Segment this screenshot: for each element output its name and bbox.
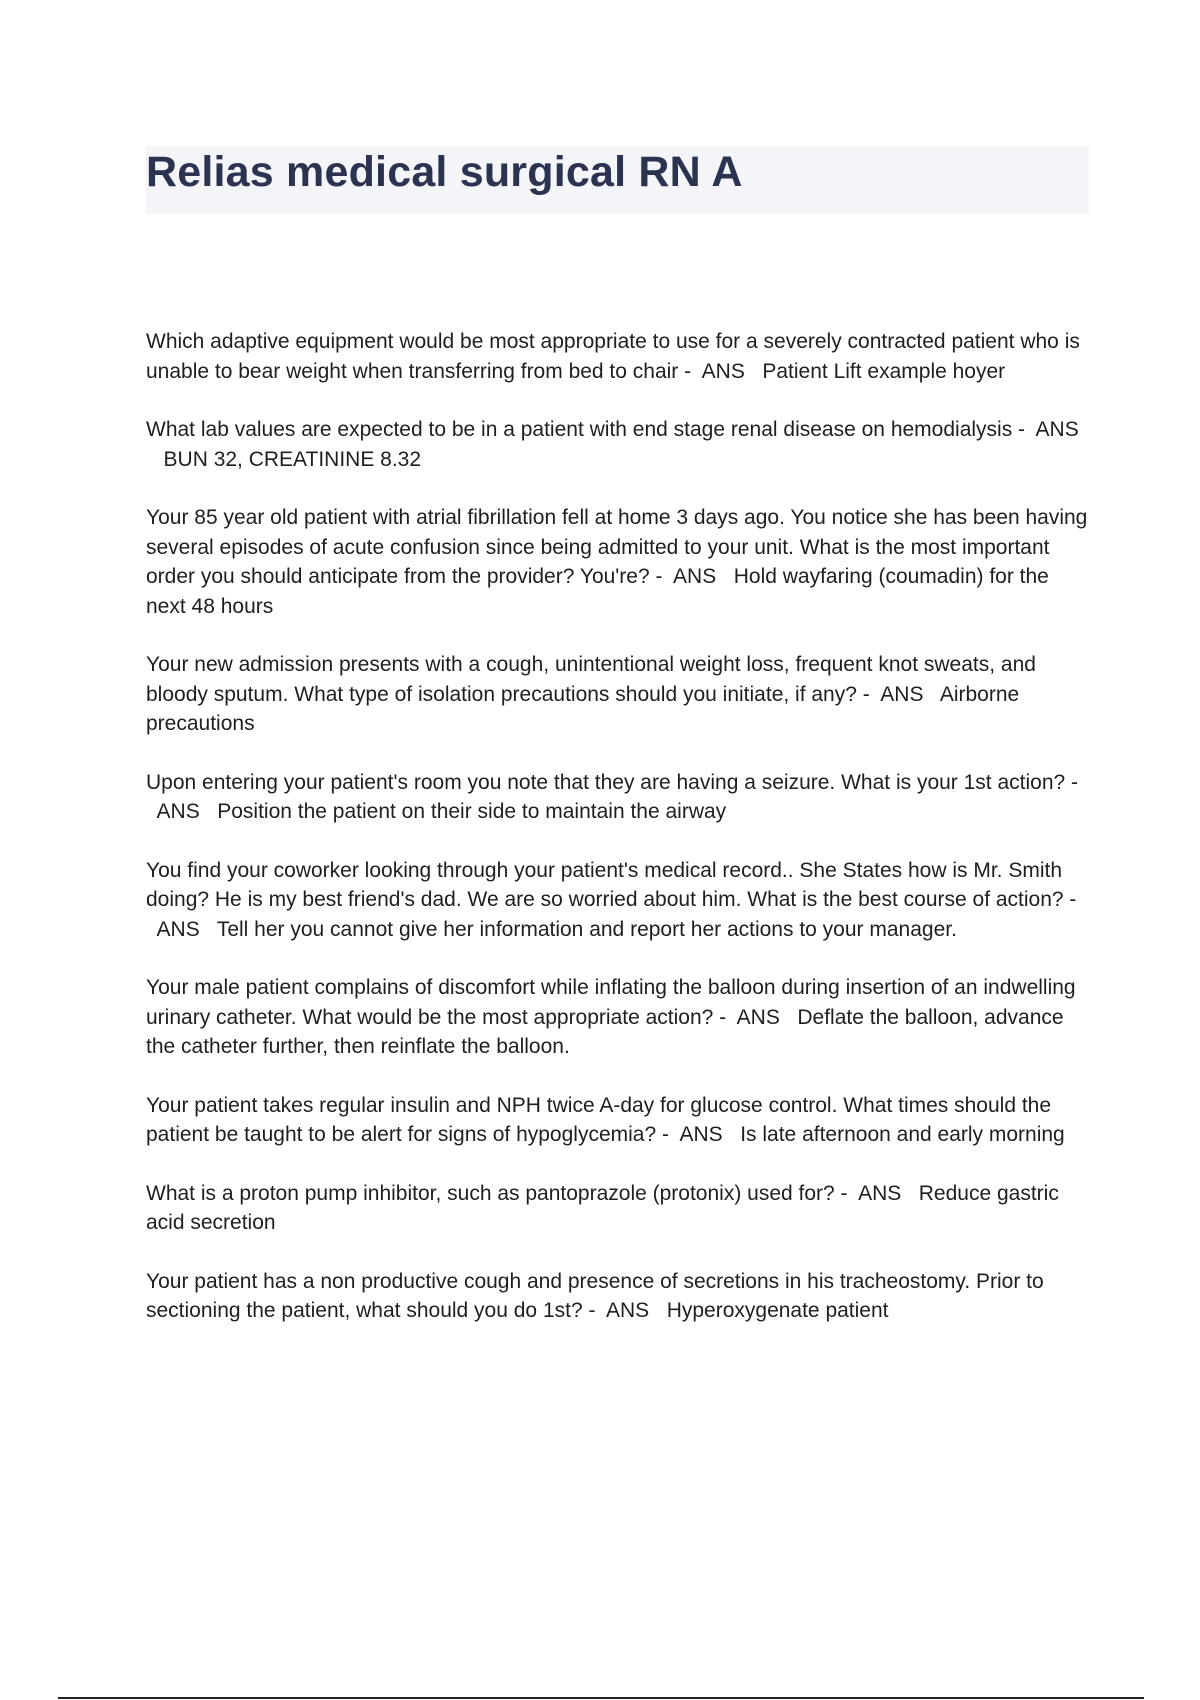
answer-marker: ANS bbox=[880, 682, 924, 706]
answer-text: Airborne precautions bbox=[146, 682, 1020, 735]
answer-marker: ANS bbox=[701, 359, 745, 383]
qa-item bbox=[146, 1267, 1091, 1326]
answer-text: Position the patient on their side to maintain the airway bbox=[217, 800, 727, 823]
qa-item bbox=[146, 973, 1091, 1062]
answer-text: Reduce gastric acid secretion bbox=[146, 1181, 1059, 1234]
answer-text: Patient Lift example hoyer bbox=[762, 359, 1006, 383]
question-text: Your patient has a non productive cough and presence of secretions in his tracheostomy. Prior to sectioning the patient, what should you do 1st? - bbox=[146, 1269, 1044, 1322]
question-text: Your 85 year old patient with atrial fibrillation fell at home 3 days ago. You notice she has been having several episodes of acute confusion since being admitted to your unit. What is the most important order you should anticipate from the provider? You're? - bbox=[146, 506, 1088, 588]
question-text: You find your coworker looking through your patient's medical record.. She States how is Mr. Smith doing? He is my best friend's dad. We are so worried about him. What is the best course of action? - bbox=[146, 858, 1077, 911]
qa-item bbox=[146, 1179, 1091, 1238]
answer-text: Deflate the balloon, advance the catheter further, then reinflate the balloon. bbox=[146, 1005, 1064, 1058]
answer-marker: ANS bbox=[156, 800, 200, 823]
question-text: Your new admission presents with a cough, unintentional weight loss, frequent knot sweats, and bloody sputum. What type of isolation precautions should you initiate, if any? - bbox=[146, 653, 1036, 706]
answer-marker: ANS bbox=[858, 1181, 902, 1205]
answer-text: Is late afternoon and early morning bbox=[740, 1123, 1065, 1146]
qa-item bbox=[146, 768, 1091, 827]
answer-text: Hyperoxygenate patient bbox=[666, 1299, 889, 1322]
document-title: Relias medical surgical RN A bbox=[146, 148, 743, 196]
answer-marker: ANS bbox=[1035, 418, 1079, 441]
answer-text: Tell her you cannot give her information and report her actions to your manager. bbox=[216, 917, 957, 941]
question-text: What lab values are expected to be in a patient with end stage renal disease on hemodialysis - bbox=[146, 418, 1026, 441]
qa-item bbox=[146, 503, 1091, 621]
qa-item bbox=[146, 327, 1091, 386]
qa-list bbox=[146, 327, 1091, 1355]
answer-text: BUN 32, CREATININE 8.32 bbox=[163, 447, 422, 471]
qa-item bbox=[146, 415, 1091, 474]
qa-item bbox=[146, 856, 1091, 945]
question-text: Your male patient complains of discomfort while inflating the balloon during insertion of an indwelling urinary catheter. What would be the most appropriate action? - bbox=[146, 976, 1076, 1029]
question-text: Which adaptive equipment would be most appropriate to use for a severely contracted patient who is unable to bear weight when transferring from bed to chair - bbox=[146, 330, 1080, 383]
question-text: Upon entering your patient's room you note that they are having a seizure. What is your 1st action? - bbox=[146, 770, 1079, 794]
answer-marker: ANS bbox=[605, 1299, 650, 1322]
answer-marker: ANS bbox=[736, 1005, 780, 1029]
answer-marker: ANS bbox=[156, 917, 200, 941]
question-text: What is a proton pump inhibitor, such as pantoprazole (protonix) used for? - bbox=[146, 1181, 848, 1205]
qa-item bbox=[146, 1091, 1091, 1150]
answer-marker: ANS bbox=[673, 565, 717, 588]
question-text: Your patient takes regular insulin and NPH twice A-day for glucose control. What times should the patient be taught to be alert for signs of hypoglycemia? - bbox=[146, 1093, 1052, 1146]
answer-text: Hold wayfaring (coumadin) for the next 48 hours bbox=[146, 565, 1049, 618]
qa-item bbox=[146, 650, 1091, 739]
page-bottom-rule bbox=[58, 1697, 1144, 1699]
answer-marker: ANS bbox=[679, 1123, 723, 1146]
